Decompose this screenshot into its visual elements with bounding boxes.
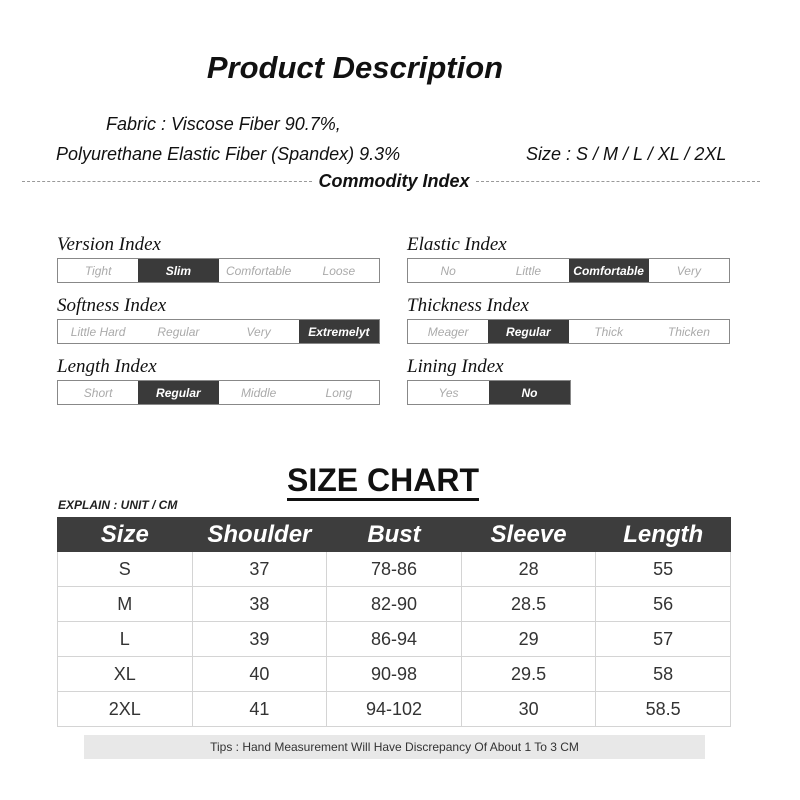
page-title: Product Description [206,50,504,85]
table-cell: 30 [461,692,596,727]
index-option-selected: Extremelyt [299,320,379,343]
version-index [57,234,380,283]
length-index [57,356,380,405]
table-cell: 56 [596,587,731,622]
table-cell: 37 [192,552,327,587]
column-header: Size [58,518,193,552]
index-option: Meager [427,324,469,339]
index-bar [407,380,571,405]
index-label: Thickness Index [407,295,529,316]
index-option: Middle [240,385,277,400]
index-option: Little Hard [70,324,126,339]
table-cell: 94-102 [327,692,462,727]
table-row [58,692,731,727]
table-cell: L [58,622,193,657]
column-header: Shoulder [192,518,327,552]
table-cell: 82-90 [327,587,462,622]
table-cell: 41 [192,692,327,727]
index-option: No [440,263,456,278]
index-option: Short [83,385,113,400]
index-label: Softness Index [57,295,167,316]
thickness-index [407,295,730,344]
index-option: Tight [84,263,112,278]
elastic-index [407,234,730,283]
size-chart-table [57,517,731,727]
fabric-line-2: Polyurethane Elastic Fiber (Spandex) 9.3% [56,144,401,164]
table-cell: 55 [596,552,731,587]
index-option: Regular [157,324,200,339]
index-option-selected: Slim [138,259,218,282]
index-option: Thicken [667,324,710,339]
size-options-line: Size : S / M / L / XL / 2XL [526,144,727,164]
commodity-index-title: Commodity Index [318,171,470,191]
index-label: Version Index [57,234,161,255]
tips-text: Tips : Hand Measurement Will Have Discrepancy Of About 1 To 3 CM [210,740,579,754]
table-cell: 29.5 [461,657,596,692]
index-bar [57,319,380,344]
column-header: Sleeve [461,518,596,552]
index-option: Very [676,263,701,278]
table-cell: 86-94 [327,622,462,657]
table-cell: 29 [461,622,596,657]
table-cell: 78-86 [327,552,462,587]
table-cell: 58.5 [596,692,731,727]
table-row [58,587,731,622]
table-row [58,622,731,657]
index-option: Yes [438,385,459,400]
column-header: Length [596,518,731,552]
index-option: Long [325,385,353,400]
index-bar [57,258,380,283]
table-cell: M [58,587,193,622]
fabric-line-1: Fabric : Viscose Fiber 90.7%, [106,114,341,134]
table-cell: 39 [192,622,327,657]
table-header-row [58,518,731,552]
index-option: Very [246,324,271,339]
table-row [58,657,731,692]
table-cell: 38 [192,587,327,622]
table-cell: S [58,552,193,587]
index-bar [57,380,380,405]
index-option-selected: Regular [488,320,568,343]
table-cell: 58 [596,657,731,692]
lining-index [407,356,571,405]
index-option-selected: Regular [138,381,218,404]
table-cell: 2XL [58,692,193,727]
table-cell: 28 [461,552,596,587]
index-bar [407,319,730,344]
index-option-selected: No [489,381,570,404]
index-bar [407,258,730,283]
table-cell: 28.5 [461,587,596,622]
index-option: Little [515,263,542,278]
table-row [58,552,731,587]
index-option-selected: Comfortable [569,259,649,282]
size-chart-title-text: SIZE CHART [287,462,479,501]
index-label: Length Index [57,356,157,377]
column-header: Bust [327,518,462,552]
index-label: Elastic Index [407,234,507,255]
index-label: Lining Index [407,356,504,377]
size-chart-title [0,462,766,501]
softness-index [57,295,380,344]
unit-explain: EXPLAIN : UNIT / CM [58,498,178,512]
table-cell: 40 [192,657,327,692]
index-option: Thick [594,324,623,339]
table-cell: XL [58,657,193,692]
index-option: Loose [322,263,356,278]
tips-note [84,735,705,759]
table-cell: 57 [596,622,731,657]
index-option: Comfortable [225,263,292,278]
table-cell: 90-98 [327,657,462,692]
